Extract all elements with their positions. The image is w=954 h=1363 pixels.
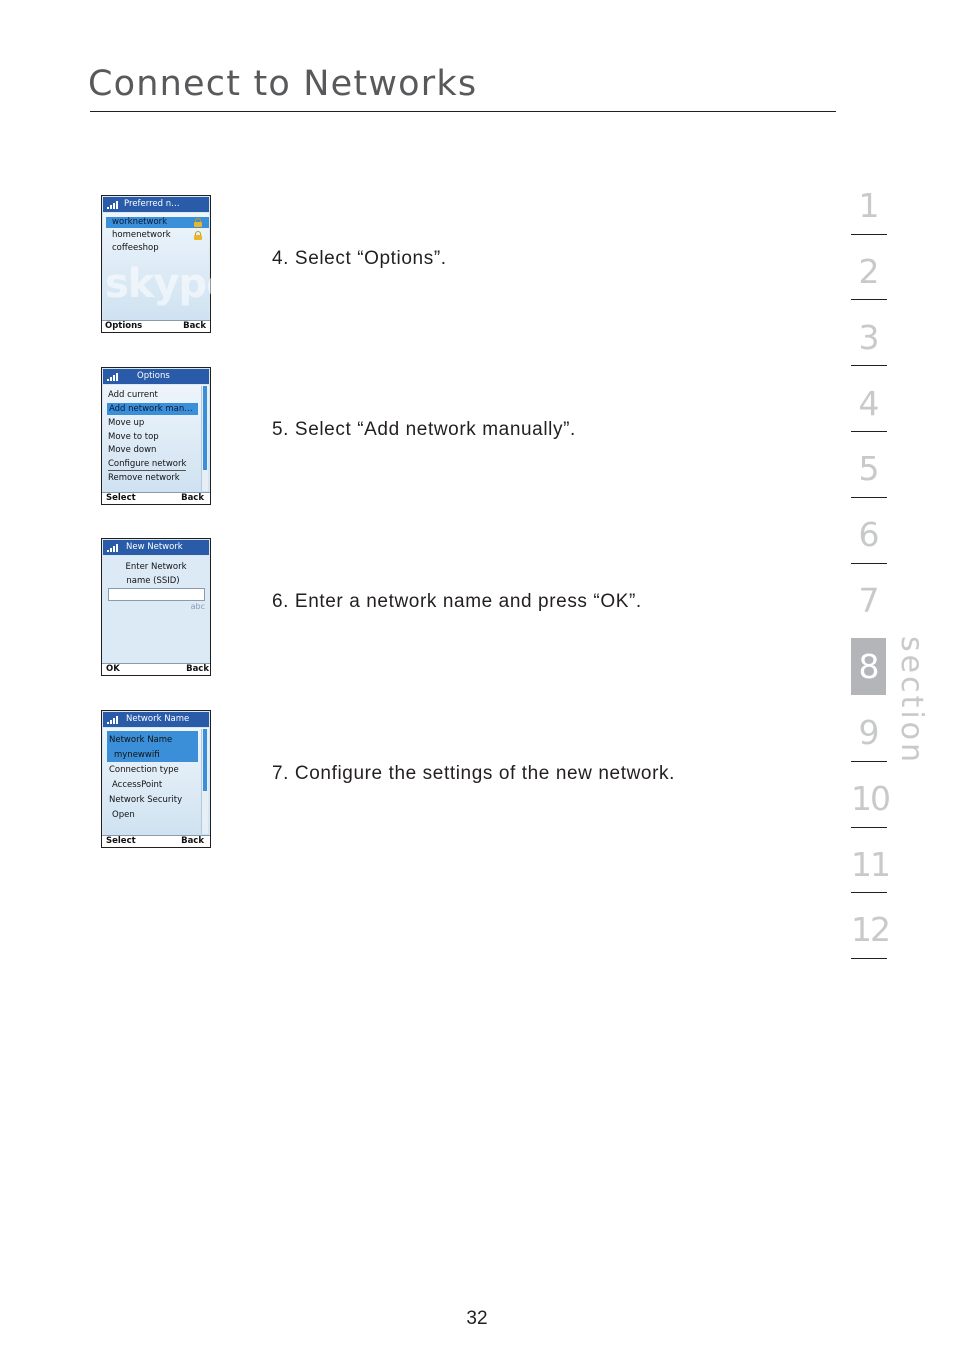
softkey-back[interactable]: Back xyxy=(181,493,204,503)
signal-strength-icon xyxy=(107,544,120,552)
scrollbar[interactable] xyxy=(201,386,208,491)
screen-body xyxy=(103,385,209,492)
signal-strength-icon xyxy=(107,373,120,381)
phone-screen-preferred-networks xyxy=(101,195,233,333)
menu-item-add-current[interactable]: Add current xyxy=(108,390,158,400)
screen-title: Network Name xyxy=(126,714,190,724)
field-value-network-name[interactable]: mynewwifi xyxy=(114,750,160,760)
section-nav-2[interactable]: 2 xyxy=(858,252,880,291)
field-label-network-name[interactable]: Network Name xyxy=(109,735,173,745)
field-value-connection-type[interactable]: AccessPoint xyxy=(112,780,163,790)
softkey-ok[interactable]: OK xyxy=(106,664,120,674)
step-6-text: 6. Enter a network name and press “OK”. xyxy=(272,591,642,612)
menu-item-add-network-manually[interactable]: Add network man… xyxy=(107,403,198,415)
section-nav-divider xyxy=(851,563,887,564)
phone-screen-options xyxy=(101,367,211,505)
page-number: 32 xyxy=(466,1308,488,1329)
prompt-line-2: name (SSID) xyxy=(126,576,180,586)
section-nav-1[interactable]: 1 xyxy=(858,186,880,225)
section-nav-divider xyxy=(851,431,887,432)
screen-body xyxy=(103,213,233,320)
field-label-network-security[interactable]: Network Security xyxy=(109,795,183,805)
menu-item-remove-network[interactable]: Remove network xyxy=(108,473,180,483)
menu-item-configure-network[interactable]: Configure network xyxy=(108,459,187,469)
section-nav-3[interactable]: 3 xyxy=(858,318,880,357)
section-nav-divider xyxy=(851,365,887,366)
section-nav-divider xyxy=(851,497,887,498)
softkey-bar xyxy=(102,492,210,504)
signal-strength-icon xyxy=(107,201,120,209)
section-nav-4[interactable]: 4 xyxy=(858,384,880,423)
scrollbar[interactable] xyxy=(201,729,208,834)
step-7-text: 7. Configure the settings of the new network. xyxy=(272,763,675,784)
section-nav-divider xyxy=(851,299,887,300)
screen-body xyxy=(103,556,209,663)
section-nav-divider xyxy=(851,958,887,959)
input-mode-indicator: abc xyxy=(190,602,205,611)
screen-title-bar xyxy=(103,197,209,212)
section-nav-12[interactable]: 12 xyxy=(851,910,889,949)
section-nav-divider xyxy=(851,234,887,235)
field-label-connection-type[interactable]: Connection type xyxy=(109,765,179,775)
softkey-options[interactable]: Options xyxy=(105,321,143,331)
lock-icon xyxy=(194,218,202,227)
screen-title-bar xyxy=(103,540,209,555)
softkey-bar xyxy=(102,663,210,675)
section-nav-7[interactable]: 7 xyxy=(858,581,880,620)
section-nav-9[interactable]: 9 xyxy=(858,713,880,752)
softkey-back[interactable]: Back xyxy=(181,836,204,846)
section-nav-6[interactable]: 6 xyxy=(858,515,880,554)
title-divider xyxy=(90,111,836,112)
softkey-back[interactable]: Back xyxy=(183,321,206,331)
softkey-select[interactable]: Select xyxy=(106,836,136,846)
list-item-worknetwork[interactable]: worknetwork xyxy=(106,217,209,228)
field-value-network-security[interactable]: Open xyxy=(112,810,135,820)
skype-watermark: skype xyxy=(105,261,233,307)
signal-strength-icon xyxy=(107,716,120,724)
softkey-bar xyxy=(102,835,210,847)
section-nav-divider xyxy=(851,761,887,762)
menu-item-move-to-top[interactable]: Move to top xyxy=(108,432,159,442)
section-nav-5[interactable]: 5 xyxy=(858,449,880,488)
ssid-input[interactable] xyxy=(108,588,205,601)
section-nav-10[interactable]: 10 xyxy=(851,779,889,818)
section-nav-11[interactable]: 11 xyxy=(851,845,889,884)
screen-title-bar xyxy=(103,369,209,384)
menu-item-move-down[interactable]: Move down xyxy=(108,445,157,455)
section-nav-divider xyxy=(851,827,887,828)
lock-icon xyxy=(194,231,202,240)
list-item-homenetwork[interactable]: homenetwork xyxy=(112,230,171,240)
phone-screen-network-name xyxy=(101,710,211,848)
section-nav-8-active[interactable]: 8 xyxy=(858,647,880,686)
screen-title-bar xyxy=(103,712,209,727)
section-label xyxy=(893,636,933,766)
screen-title: Preferred n… xyxy=(124,199,180,209)
screen-title: Options xyxy=(137,371,170,381)
screen-body xyxy=(103,728,209,835)
list-item-coffeeshop[interactable]: coffeeshop xyxy=(112,243,159,253)
step-4-text: 4. Select “Options”. xyxy=(272,248,447,269)
section-nav-divider xyxy=(851,892,887,893)
screen-title: New Network xyxy=(126,542,183,552)
softkey-bar xyxy=(102,320,210,332)
section-label-text: section xyxy=(894,636,929,766)
page-title: Connect to Networks xyxy=(88,64,478,104)
softkey-back[interactable]: Back xyxy=(186,664,209,674)
phone-screen-new-network xyxy=(101,538,211,676)
softkey-select[interactable]: Select xyxy=(106,493,136,503)
prompt-line-1: Enter Network xyxy=(125,562,187,572)
menu-item-move-up[interactable]: Move up xyxy=(108,418,145,428)
step-5-text: 5. Select “Add network manually”. xyxy=(272,419,576,440)
